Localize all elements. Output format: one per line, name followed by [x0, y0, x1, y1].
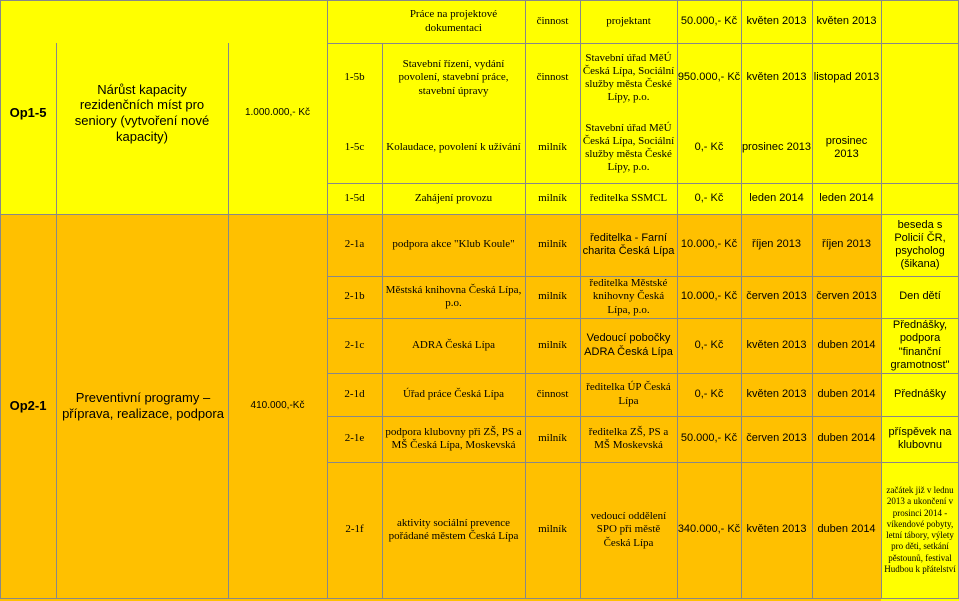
grid-line — [580, 0, 581, 599]
row-2-1d-start: květen 2013 — [746, 387, 807, 400]
grid-line — [0, 598, 959, 599]
row-2-1f-cost: 340.000,- Kč — [677, 523, 741, 536]
row-1-5d-id: 1-5d — [344, 191, 365, 204]
row-2-1d-note: Přednášky — [894, 387, 946, 400]
row-2-1c-end: duben 2014 — [817, 338, 876, 351]
row-2-1c-note: Přednášky, podpora "finanční gramotnost" — [890, 319, 950, 371]
top-row-responsible: projektant — [606, 14, 651, 27]
grid-line — [56, 43, 57, 599]
row-2-1a-cost: 10.000,- Kč — [680, 238, 738, 251]
op1-budget: 1.000.000,- Kč — [244, 107, 311, 118]
row-2-1d-type: činnost — [536, 387, 569, 400]
top-row-start: květen 2013 — [746, 14, 807, 27]
row-2-1b-note: Den dětí — [899, 290, 941, 303]
row-2-1c-start: květen 2013 — [746, 338, 807, 351]
op2-goal: Preventivní programy – příprava, realizace, podpora — [62, 390, 224, 421]
row-1-5b-name: Stavební řízení, vydání povolení, stavební práce, stavební úpravy — [398, 58, 509, 97]
op1-code: Op1-5 — [9, 105, 47, 121]
row-2-1c-responsible: Vedoucí pobočky ADRA Česká Lípa — [584, 332, 673, 358]
row-2-1e-id: 2-1e — [344, 432, 365, 445]
row-2-1e-cost: 50.000,- Kč — [680, 432, 738, 445]
row-1-5c-responsible: Stavební úřad MěÚ Česká Lípa, Sociální služby města České Lípy, p.o. — [582, 121, 675, 174]
row-2-1b-responsible: ředitelka Městské knihovny Česká Lípa, p.o. — [589, 277, 668, 316]
row-1-5b-responsible: Stavební úřad MěÚ Česká Lípa, Sociální služby města České Lípy, p.o. — [582, 51, 675, 104]
row-1-5b-type: činnost — [536, 71, 569, 84]
row-2-1f-start: květen 2013 — [746, 523, 807, 536]
row-2-1f-id: 2-1f — [345, 523, 364, 536]
top-row-end: květen 2013 — [816, 14, 877, 27]
row-1-5c-start: prosinec 2013 — [741, 141, 812, 154]
row-1-5d-name: Zahájení provozu — [414, 191, 493, 204]
top-row-type: činnost — [536, 14, 569, 27]
row-1-5c-type: milník — [538, 141, 567, 154]
row-2-1b-name: Městská knihovna Česká Lípa, p.o. — [385, 283, 522, 309]
row-1-5d-start: leden 2014 — [749, 191, 804, 204]
row-2-1a-id: 2-1a — [344, 238, 365, 251]
row-2-1a-responsible: ředitelka - Farní charita Česká Lípa — [582, 231, 675, 257]
top-row-name: Práce na projektové dokumentaci — [409, 8, 498, 34]
row-1-5d-end: leden 2014 — [819, 191, 874, 204]
row-1-5c-name: Kolaudace, povolení k užívání — [386, 141, 521, 154]
op1-goal: Nárůst kapacity rezidenčních míst pro seniory (vytvoření nové kapacity) — [74, 81, 210, 144]
row-1-5d-responsible: ředitelka SSMCL — [589, 191, 668, 204]
row-2-1c-name: ADRA Česká Lípa — [411, 338, 496, 351]
row-2-1e-responsible: ředitelka ZŠ, PS a MŠ Moskevská — [588, 425, 669, 451]
row-2-1f-name: aktivity sociální prevence pořádané městem Česká Lípa — [388, 516, 519, 542]
op2-budget: 410.000,-Kč — [250, 400, 305, 411]
row-2-1f-end: duben 2014 — [817, 523, 876, 536]
row-1-5c-id: 1-5c — [344, 141, 365, 154]
row-1-5b-cost: 950.000,- Kč — [677, 71, 741, 84]
row-2-1b-start: červen 2013 — [746, 290, 807, 303]
row-1-5d-cost: 0,- Kč — [694, 191, 724, 204]
row-2-1d-id: 2-1d — [344, 387, 365, 400]
row-2-1a-start: říjen 2013 — [752, 238, 801, 251]
row-1-5c-end: prosinec 2013 — [825, 134, 868, 160]
row-2-1e-type: milník — [538, 432, 567, 445]
row-2-1a-type: milník — [538, 238, 567, 251]
row-1-5b-id: 1-5b — [344, 71, 365, 84]
row-2-1d-end: duben 2014 — [817, 387, 876, 400]
row-2-1f-responsible: vedoucí oddělení SPO při městě Česká Lípa — [590, 510, 667, 549]
row-1-5b-start: květen 2013 — [746, 71, 807, 84]
grid-line — [382, 43, 383, 599]
row-2-1b-id: 2-1b — [344, 290, 365, 303]
row-2-1b-type: milník — [538, 290, 567, 303]
row-2-1d-name: Úřad práce Česká Lípa — [402, 387, 505, 400]
row-2-1a-name: podpora akce "Klub Koule" — [392, 238, 515, 251]
row-2-1a-note: beseda s Policií ČR, psycholog (šikana) — [894, 218, 946, 271]
row-2-1a-end: říjen 2013 — [822, 238, 871, 251]
row-2-1c-cost: 0,- Kč — [694, 338, 724, 351]
row-1-5b-end: listopad 2013 — [813, 71, 880, 84]
row-2-1e-start: červen 2013 — [746, 432, 807, 445]
row-2-1d-responsible: ředitelka ÚP Česká Lípa — [586, 381, 671, 407]
row-2-1f-note: začátek již v lednu 2013 a ukončení v prosinci 2014 - víkendové pobyty, letní tábory, výlety pro děti, setkání pěstounů, festival Hudbou k přátelství — [884, 485, 956, 574]
top-row-cost: 50.000,- Kč — [680, 14, 738, 27]
row-2-1e-note: příspěvek na klubovnu — [888, 425, 952, 451]
row-2-1b-end: červen 2013 — [816, 290, 877, 303]
op2-code: Op2-1 — [9, 398, 47, 414]
row-2-1e-end: duben 2014 — [817, 432, 876, 445]
row-2-1b-cost: 10.000,- Kč — [680, 290, 738, 303]
row-2-1d-cost: 0,- Kč — [694, 387, 724, 400]
row-2-1f-type: milník — [538, 523, 567, 536]
row-2-1c-type: milník — [538, 338, 567, 351]
row-1-5d-type: milník — [538, 191, 567, 204]
row-2-1e-name: podpora klubovny při ZŠ, PS a MŠ Česká Lípa, Moskevská — [385, 425, 522, 451]
row-2-1c-id: 2-1c — [344, 338, 365, 351]
row-1-5c-cost: 0,- Kč — [694, 141, 724, 154]
